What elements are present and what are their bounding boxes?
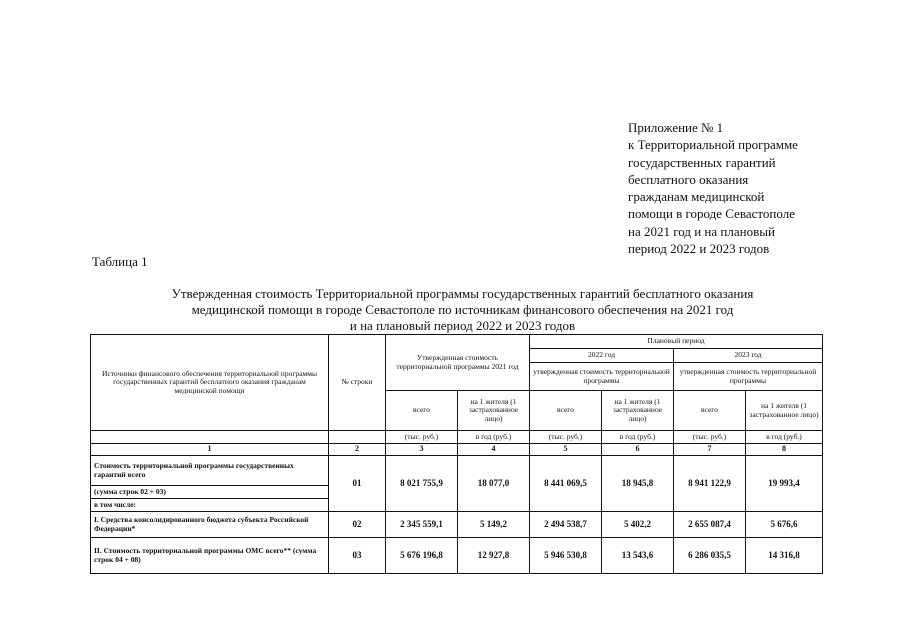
header-row-no: № строки xyxy=(329,335,386,431)
header-approved-2021: Утвержденная стоимость территориальной программы 2021 год xyxy=(386,335,530,391)
row-03-value: 5 676 196,8 xyxy=(386,538,458,574)
row-03-value: 13 543,6 xyxy=(602,538,674,574)
row-02-value: 5 149,2 xyxy=(458,512,530,538)
row-03-label: II. Стоимость территориальной программы ОМС всего** (сумма строк 04 + 08) xyxy=(91,538,329,574)
header-per-resident: на 1 жителя (1 застрахованное лицо) xyxy=(602,391,674,431)
row-01-value: 8 021 755,9 xyxy=(386,456,458,512)
header-total: всего xyxy=(674,391,746,431)
column-number: 4 xyxy=(458,444,530,456)
header-planned-period: Плановый период xyxy=(530,335,823,349)
appendix-line: Приложение № 1 xyxy=(628,120,724,135)
column-number: 1 xyxy=(91,444,329,456)
unit-total: (тыс. руб.) xyxy=(386,431,458,444)
table-label: Таблица 1 xyxy=(92,254,148,269)
financing-table xyxy=(90,334,823,574)
header-year-2022: 2022 год xyxy=(530,349,674,363)
row-01-number: 01 xyxy=(329,456,386,512)
column-number: 8 xyxy=(746,444,823,456)
row-02-value: 2 345 559,1 xyxy=(386,512,458,538)
unit-cell xyxy=(329,431,386,444)
header-total: всего xyxy=(530,391,602,431)
title-line: медицинской помощи в городе Севастополе по источникам финансового обеспечения на 2021 год xyxy=(191,302,734,317)
row-01-value: 19 993,4 xyxy=(746,456,823,512)
row-01-value: 8 941 122,9 xyxy=(674,456,746,512)
row-03-number: 03 xyxy=(329,538,386,574)
column-number: 5 xyxy=(530,444,602,456)
header-year-2023: 2023 год xyxy=(674,349,823,363)
row-01-label: Стоимость территориальной программы государственных гарантий всего xyxy=(91,456,329,486)
appendix-line: помощи в городе Севастополе xyxy=(628,206,795,222)
header-approved-cost-2022: утвержденная стоимость территориальной программы xyxy=(530,363,674,391)
appendix-line: государственных гарантий xyxy=(628,154,776,170)
row-02-value: 2 494 538,7 xyxy=(530,512,602,538)
row-02-label: I. Средства консолидированного бюджета субъекта Российской Федерации* xyxy=(91,512,329,538)
appendix-line: к Территориальной программе xyxy=(628,137,798,153)
row-02-value: 5 402,2 xyxy=(602,512,674,538)
row-01-value: 8 441 069,5 xyxy=(530,456,602,512)
header-approved-cost-2023: утвержденная стоимость территориальной программы xyxy=(674,363,823,391)
unit-per: в год (руб.) xyxy=(746,431,823,444)
header-per-resident: на 1 жителя (1 застрахованное лицо) xyxy=(458,391,530,431)
row-03-value: 6 286 035,5 xyxy=(674,538,746,574)
row-01-including: в том числе: xyxy=(91,499,329,512)
appendix-line: гражданам медицинской xyxy=(628,189,765,205)
row-03-value: 12 927,8 xyxy=(458,538,530,574)
row-01-value: 18 945,8 xyxy=(602,456,674,512)
column-number: 7 xyxy=(674,444,746,456)
appendix-line: на 2021 год и на плановый xyxy=(628,223,775,239)
column-number: 6 xyxy=(602,444,674,456)
unit-cell xyxy=(91,431,329,444)
appendix-note xyxy=(628,119,858,257)
column-number: 2 xyxy=(329,444,386,456)
title-line: и на плановый период 2022 и 2023 годов xyxy=(349,318,576,333)
unit-total: (тыс. руб.) xyxy=(674,431,746,444)
row-03-value: 14 316,8 xyxy=(746,538,823,574)
header-sources: Источники финансового обеспечения территориальной программы государственных гарантий бесплатного оказания гражданам медицинской помощи xyxy=(91,335,329,431)
unit-total: (тыс. руб.) xyxy=(530,431,602,444)
appendix-line: бесплатного оказания xyxy=(628,171,749,187)
header-total: всего xyxy=(386,391,458,431)
title-line: Утвержденная стоимость Территориальной программы государственных гарантий бесплатного оказания xyxy=(171,286,754,301)
appendix-line: период 2022 и 2023 годов xyxy=(628,241,770,257)
row-02-number: 02 xyxy=(329,512,386,538)
row-02-value: 2 655 087,4 xyxy=(674,512,746,538)
header-per-resident: на 1 жителя (1 застрахованное лицо) xyxy=(746,391,823,431)
column-number: 3 xyxy=(386,444,458,456)
unit-per: в год (руб.) xyxy=(458,431,530,444)
unit-per: в год (руб.) xyxy=(602,431,674,444)
row-01-sum-note: (сумма строк 02 + 03) xyxy=(91,486,329,499)
row-01-value: 18 077,0 xyxy=(458,456,530,512)
row-02-value: 5 676,6 xyxy=(746,512,823,538)
document-title xyxy=(100,286,825,334)
row-03-value: 5 946 530,8 xyxy=(530,538,602,574)
